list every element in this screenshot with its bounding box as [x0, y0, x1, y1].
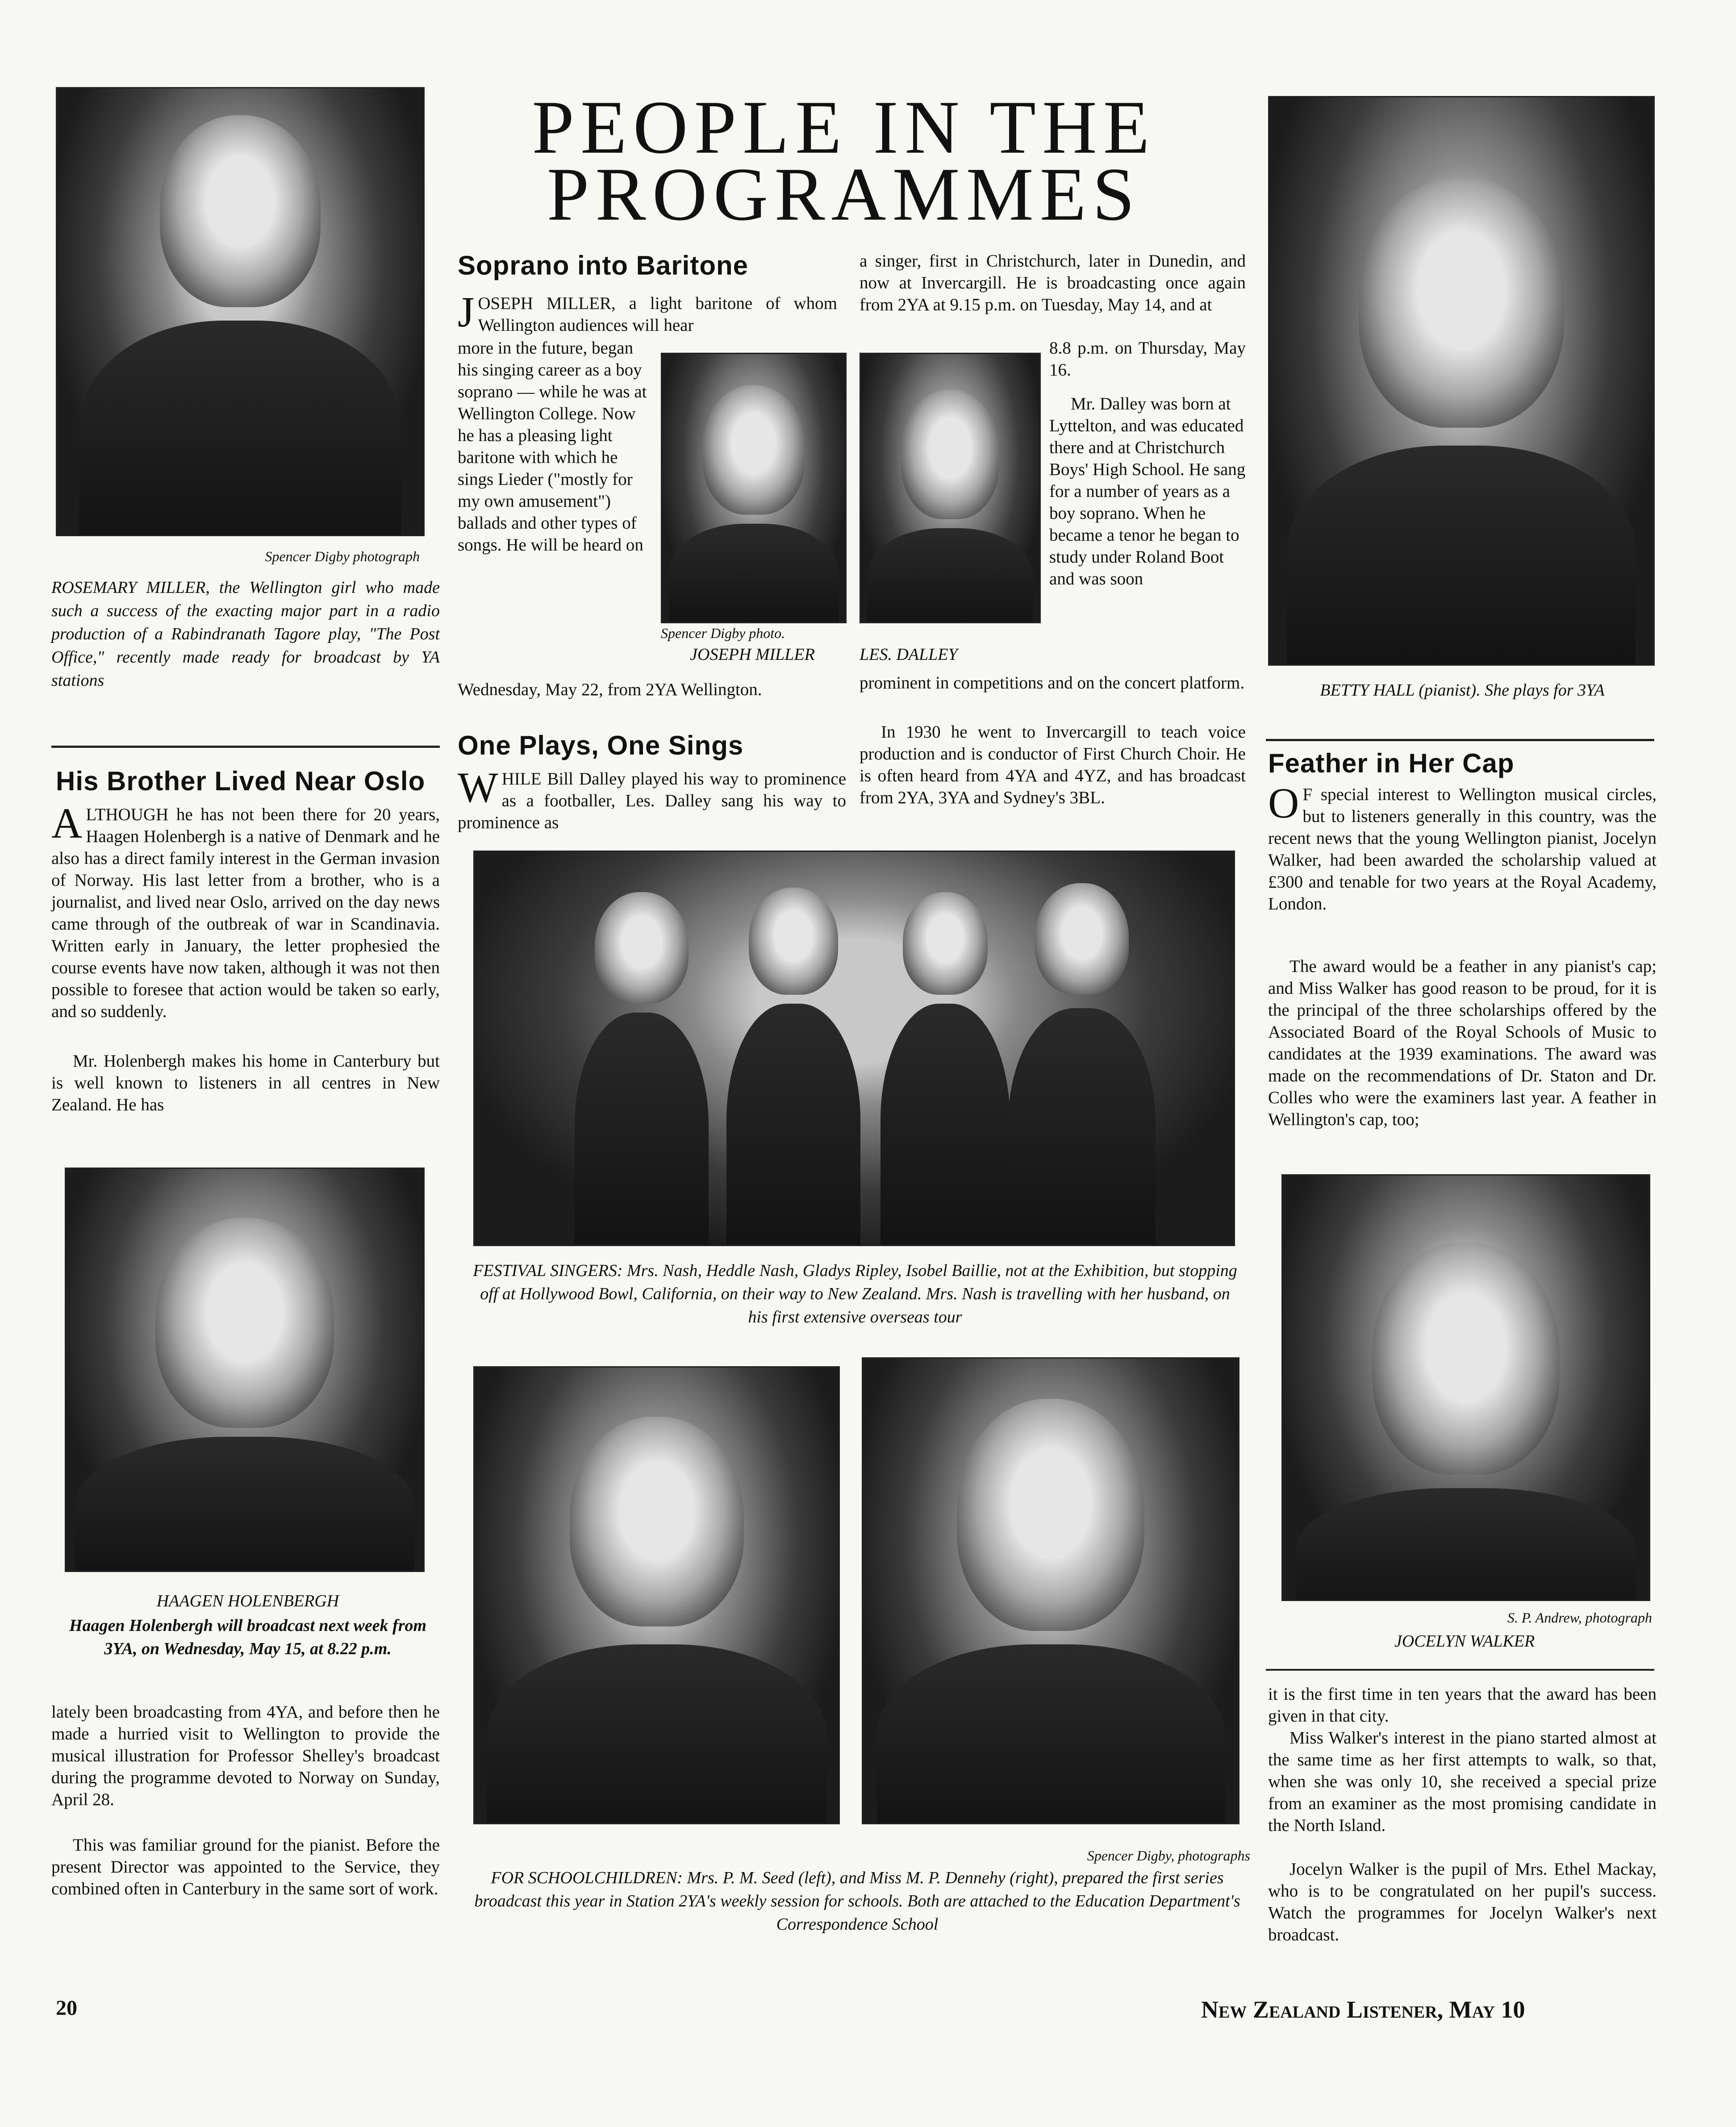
- feather-paragraph-4: Miss Walker's interest in the piano started almost at the same time as her first attempts to walk, so that, when she was only 10, she received a special prize from an examiner as the most promising candidate in the North Island.: [1268, 1728, 1657, 1835]
- mrs-seed-photo: [473, 1366, 840, 1824]
- oslo-heading: His Brother Lived Near Oslo: [56, 766, 426, 796]
- haagen-name: HAAGEN HOLENBERGH: [156, 1592, 339, 1610]
- soprano-paragraph-1-end: Wednesday, May 22, from 2YA Wellington.: [458, 680, 762, 699]
- plays-paragraph-1: WHILE Bill Dalley played his way to prominence as a footballer, Les. Dalley sang his way to prominence as: [458, 763, 846, 832]
- joseph-photo-credit: Spencer Digby photo.: [661, 625, 785, 641]
- right-divider: [1266, 739, 1654, 741]
- rosemary-caption: ROSEMARY MILLER, the Wellington girl who made such a success of the exacting major part in a radio production of a Rabindranath Tagore play, "The Post Office," recently made ready for broadcast by YA stations: [51, 578, 440, 690]
- les-dalley-photo: [860, 353, 1041, 623]
- miss-dennehy-photo: [862, 1357, 1239, 1824]
- feather-paragraph-1: OF special interest to Wellington musical circles, but to listeners generally in this country, was the recent news that the young Wellington pianist, Jocelyn Walker, had been awarded the scholarship valued at £300 and tenable for two years at the Royal Academy, London.: [1268, 779, 1657, 913]
- rosemary-photo-credit: Spencer Digby photograph: [265, 548, 420, 564]
- soprano-paragraph-1-cont: more in the future, began his singing career as a boy soprano — while he was at Wellington College. Now he has a pleasing light baritone with which he sings Lieder ("mostly for my own amusement") ballads and other types of songs. He will be heard on: [458, 338, 647, 555]
- page-title: PEOPLE IN THE PROGRAMMES: [532, 85, 1156, 236]
- soprano-paragraph-1: JOSEPH MILLER, a light baritone of whom Wellington audiences will hear: [458, 288, 837, 336]
- oslo-paragraph-2: Mr. Holenbergh makes his home in Canterbury but is well known to listeners in all centres in New Zealand. He has: [51, 1051, 440, 1114]
- betty-hall-photo: [1268, 96, 1655, 666]
- les-dalley-name: LES. DALLEY: [860, 645, 958, 664]
- feather-paragraph-2: The award would be a feather in any pianist's cap; and Miss Walker has good reason to be proud, for it is the principal of the three scholarships offered by the Associated Board of the Royal Schools of Music to candidates at the 1939 examinations. The award was made on the recommendations of Dr. Staton and Dr. Colles who were the examiners last year. A feather in Wellington's cap, too;: [1268, 957, 1657, 1129]
- festival-caption: FESTIVAL SINGERS: Mrs. Nash, Heddle Nash, Gladys Ripley, Isobel Baillie, not at the Exhibition, but stopping off at Hollywood Bowl, California, on their way to New Zealand. Mrs. Nash is travelling with her husband, on his first extensive overseas tour: [473, 1261, 1237, 1326]
- right-divider-2: [1266, 1669, 1654, 1671]
- feather-paragraph-3: it is the first time in ten years that the award has been given in that city.: [1268, 1685, 1657, 1726]
- betty-hall-caption: BETTY HALL (pianist). She plays for 3YA: [1320, 681, 1605, 700]
- festival-singers-photo: [473, 851, 1235, 1246]
- haagen-caption: Haagen Holenbergh will broadcast next week from 3YA, on Wednesday, May 15, at 8.22 p.m.: [69, 1616, 427, 1658]
- jocelyn-photo-credit: S. P. Andrew, photograph: [1507, 1610, 1652, 1626]
- publication-line: New Zealand Listener, May 10: [1201, 1996, 1525, 2023]
- feather-heading: Feather in Her Cap: [1268, 748, 1515, 778]
- rosemary-miller-photo: [56, 87, 425, 536]
- soprano-heading: Soprano into Baritone: [458, 250, 748, 280]
- oslo-paragraph-3: lately been broadcasting from 4YA, and before then he made a hurried visit to Wellington to provide the musical illustration for Professor Shelley's broadcast during the programme devoted to Norway on Sunday, April 28.: [51, 1702, 440, 1809]
- joseph-miller-photo: [661, 353, 847, 623]
- dalley-paragraph-1-cont: 8.8 p.m. on Thursday, May 16.: [1049, 338, 1246, 380]
- page-number: 20: [56, 1996, 77, 2020]
- jocelyn-walker-name: JOCELYN WALKER: [1394, 1632, 1535, 1651]
- oslo-paragraph-1: ALTHOUGH he has not been there for 20 years, Haagen Holenbergh is a native of Denmark and he also has a direct family interest in the German invasion of Norway. His last letter from a brother, who is a journalist, and lived near Oslo, arrived on the day news came through of the outbreak of war in Scandinavia. Written early in January, the letter prophesied the course events have now taken, although it was not then possible to foresee that action would be taken so early, and so suddenly.: [51, 799, 440, 1021]
- left-divider: [51, 746, 440, 748]
- dalley-paragraph-2: Mr. Dalley was born at Lyttelton, and was educated there and at Christchurch Boys' High School. He sang for a number of years as a boy soprano. When he became a tenor he began to study under Roland Boot and was soon: [1049, 394, 1246, 588]
- haagen-holenbergh-photo: [65, 1168, 425, 1572]
- oslo-paragraph-4: This was familiar ground for the pianist. Before the present Director was appointed to the Service, they combined often in Canterbury in the same sort of work.: [51, 1835, 440, 1898]
- dalley-paragraph-2-cont: prominent in competitions and on the concert platform.: [860, 673, 1245, 692]
- school-caption: FOR SCHOOLCHILDREN: Mrs. P. M. Seed (left), and Miss M. P. Dennehy (right), prepared the first series broadcast this year in Station 2YA's weekly session for schools. Both are attached to the Education Department's Correspondence School: [474, 1868, 1240, 1934]
- school-photo-credit: Spencer Digby, photographs: [1087, 1848, 1250, 1864]
- dalley-paragraph-3: In 1930 he went to Invercargill to teach voice production and is conductor of First Church Choir. He is often heard from 4YA and 4YZ, and has broadcast from 2YA, 3YA and Sydney's 3BL.: [860, 722, 1246, 807]
- jocelyn-walker-photo: [1281, 1174, 1650, 1601]
- feather-paragraph-5: Jocelyn Walker is the pupil of Mrs. Ethel Mackay, who is to be congratulated on her pupil's success. Watch the programmes for Jocelyn Walker's next broadcast.: [1268, 1860, 1657, 1944]
- dalley-paragraph-1: a singer, first in Christchurch, later in Dunedin, and now at Invercargill. He is broadcasting once again from 2YA at 9.15 p.m. on Tuesday, May 14, and at: [860, 251, 1246, 314]
- plays-heading: One Plays, One Sings: [458, 730, 744, 760]
- joseph-miller-name: JOSEPH MILLER: [690, 645, 815, 664]
